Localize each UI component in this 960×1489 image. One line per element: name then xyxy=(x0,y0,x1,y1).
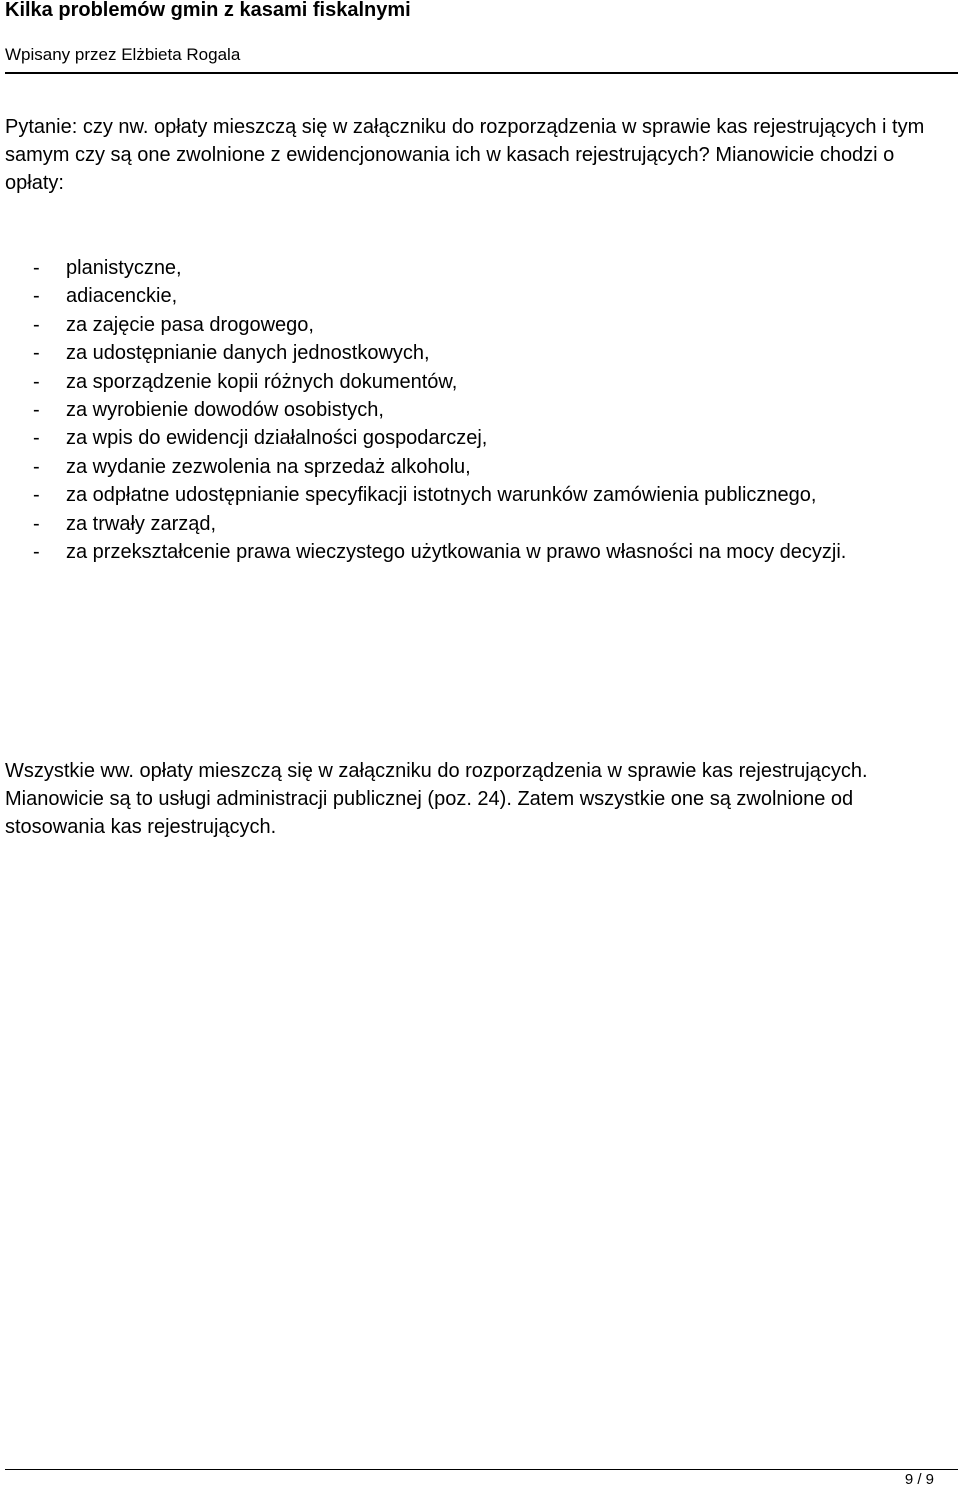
list-dash: - xyxy=(33,399,40,422)
author-line: Wpisany przez Elżbieta Rogala xyxy=(5,45,241,64)
list-dash: - xyxy=(33,257,40,279)
list-item xyxy=(33,339,846,367)
list-item xyxy=(33,311,846,339)
list-dash: - xyxy=(33,313,40,336)
list-item-text: za odpłatne udostępnianie specyfikacji istotnych warunków zamówienia publicznego, xyxy=(66,484,817,507)
list-dash: - xyxy=(33,370,40,393)
page-number: 9 / 9 xyxy=(904,1471,934,1488)
list-item-text: za wpis do ewidencji działalności gospodarczej, xyxy=(66,427,488,450)
list-item xyxy=(33,254,846,282)
answer-paragraph: Wszystkie ww. opłaty mieszczą się w załączniku do rozporządzenia w sprawie kas rejestrujących. Mianowicie są to usługi administracji publicznej (poz. 24). Zatem wszystkie one są zwolnione od stosowania kas rejestrujących. xyxy=(5,760,868,838)
list-item-text: za sporządzenie kopii różnych dokumentów, xyxy=(66,370,458,393)
list-item xyxy=(33,424,846,452)
fees-list xyxy=(33,254,846,566)
list-item xyxy=(33,368,846,396)
list-dash: - xyxy=(33,427,40,450)
list-item-text: planistyczne, xyxy=(66,257,182,279)
question-paragraph: Pytanie: czy nw. opłaty mieszczą się w załączniku do rozporządzenia w sprawie kas rejestrujących i tym samym czy są one zwolnione z ewidencjonowania ich w kasach rejestrujących? Mianowicie chodzi o opłaty: xyxy=(5,116,925,194)
list-item-text: za przekształcenie prawa wieczystego użytkowania w prawo własności na mocy decyzji. xyxy=(66,541,847,564)
header-divider xyxy=(5,72,958,74)
footer-divider xyxy=(5,1469,958,1470)
list-item-text: za zajęcie pasa drogowego, xyxy=(66,313,314,336)
list-item xyxy=(33,538,846,566)
list-item xyxy=(33,510,846,538)
list-item-text: za udostępnianie danych jednostkowych, xyxy=(66,342,430,365)
list-dash: - xyxy=(33,455,40,478)
list-dash: - xyxy=(33,342,40,365)
list-item xyxy=(33,282,846,310)
list-item-text: za wyrobienie dowodów osobistych, xyxy=(66,399,384,422)
list-dash: - xyxy=(33,512,40,535)
list-item-text: adiacenckie, xyxy=(66,285,178,308)
list-dash: - xyxy=(33,285,40,308)
list-dash: - xyxy=(33,541,40,564)
list-item-text: za wydanie zezwolenia na sprzedaż alkoholu, xyxy=(66,455,471,478)
list-item xyxy=(33,481,846,509)
list-item-text: za trwały zarząd, xyxy=(66,512,217,535)
list-item xyxy=(33,396,846,424)
list-dash: - xyxy=(33,484,40,507)
document-title: Kilka problemów gmin z kasami fiskalnymi xyxy=(5,0,411,21)
list-item xyxy=(33,453,846,481)
